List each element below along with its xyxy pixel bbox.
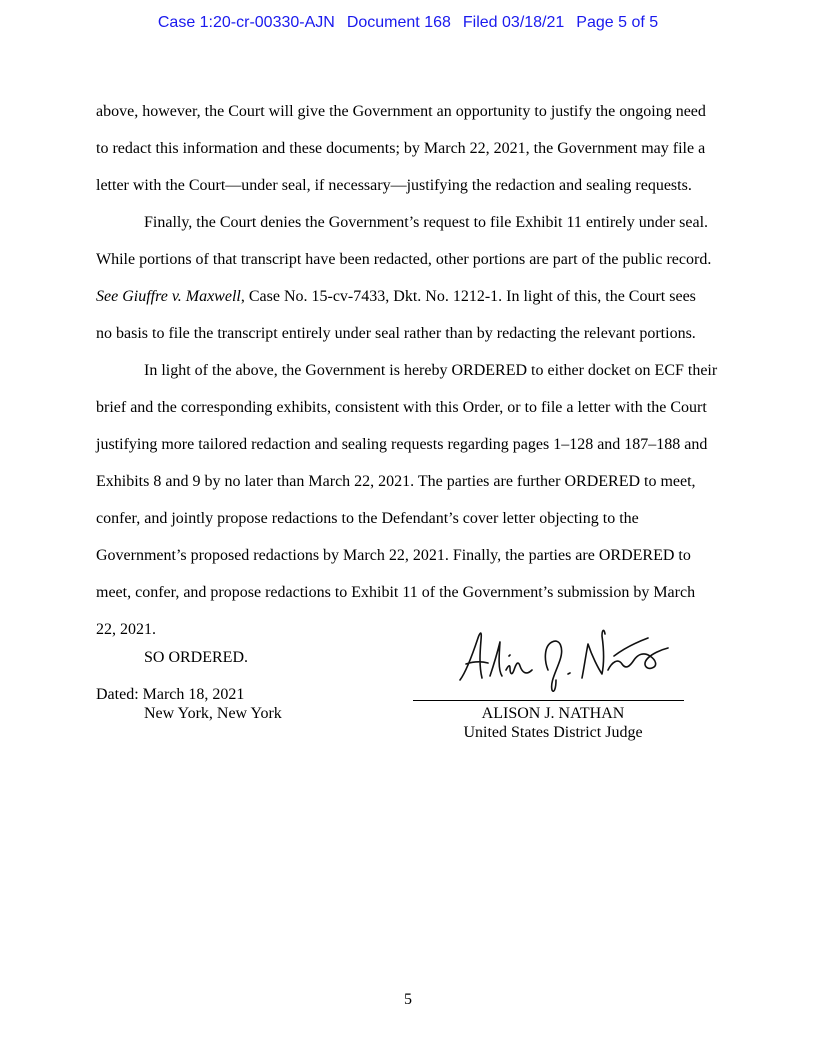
page-number: 5 bbox=[404, 991, 412, 1008]
judge-signature-image bbox=[452, 620, 672, 692]
text-line: above, however, the Court will give the Government an opportunity to justify the ongoing need bbox=[96, 103, 706, 120]
judge-block bbox=[413, 704, 693, 742]
text-line: Exhibits 8 and 9 by no later than March 22, 2021. The parties are further ORDERED to meet, bbox=[96, 473, 696, 490]
text-line: meet, confer, and propose redactions to Exhibit 11 of the Government’s submission by March bbox=[96, 584, 696, 601]
location-line: New York, New York bbox=[144, 705, 282, 722]
text-line: to redact this information and these documents; by March 22, 2021, the Government may file a bbox=[96, 140, 706, 157]
text-line: letter with the Court—under seal, if necessary—justifying the redaction and sealing requests. bbox=[96, 177, 692, 194]
citation-rest: , Case No. 15-cv-7433, Dkt. No. 1212-1. In light of this, the Court sees bbox=[240, 288, 696, 305]
judge-name: ALISON J. NATHAN bbox=[481, 705, 625, 722]
judge-title: United States District Judge bbox=[463, 724, 643, 741]
paragraph-order bbox=[96, 352, 720, 648]
text-line: Finally, the Court denies the Government’s request to file Exhibit 11 entirely under seal. bbox=[144, 214, 709, 231]
dated-block bbox=[96, 685, 282, 723]
text-line bbox=[96, 278, 720, 315]
dated-line: Dated: March 18, 2021 bbox=[96, 686, 245, 703]
paragraph-exhibit-11 bbox=[96, 204, 720, 352]
text-line: 22, 2021. bbox=[96, 621, 156, 638]
order-body bbox=[96, 93, 720, 648]
paragraph-continuation bbox=[96, 93, 720, 204]
text-line: In light of the above, the Government is hereby ORDERED to either docket on ECF their bbox=[144, 362, 718, 379]
text-line: brief and the corresponding exhibits, consistent with this Order, or to file a letter with the Court bbox=[96, 399, 707, 416]
text-line: Government’s proposed redactions by March 22, 2021. Finally, the parties are ORDERED to bbox=[96, 547, 691, 564]
text-line: justifying more tailored redaction and sealing requests regarding pages 1–128 and 187–188 and bbox=[96, 436, 708, 453]
case-number: Case 1:20-cr-00330-AJN bbox=[157, 14, 335, 31]
text-line: confer, and jointly propose redactions to the Defendant’s cover letter objecting to the bbox=[96, 510, 639, 527]
page-indicator: Page 5 of 5 bbox=[576, 14, 659, 31]
filed-date: Filed 03/18/21 bbox=[462, 14, 565, 31]
case-citation: See Giuffre v. Maxwell bbox=[96, 288, 241, 305]
text-line: While portions of that transcript have been redacted, other portions are part of the public record. bbox=[96, 251, 712, 268]
document-number: Document 168 bbox=[346, 14, 451, 31]
signature-line bbox=[413, 700, 684, 701]
so-ordered: SO ORDERED. bbox=[144, 649, 249, 666]
text-line: no basis to file the transcript entirely under seal rather than by redacting the relevant portions. bbox=[96, 325, 696, 342]
ecf-header bbox=[0, 14, 816, 32]
